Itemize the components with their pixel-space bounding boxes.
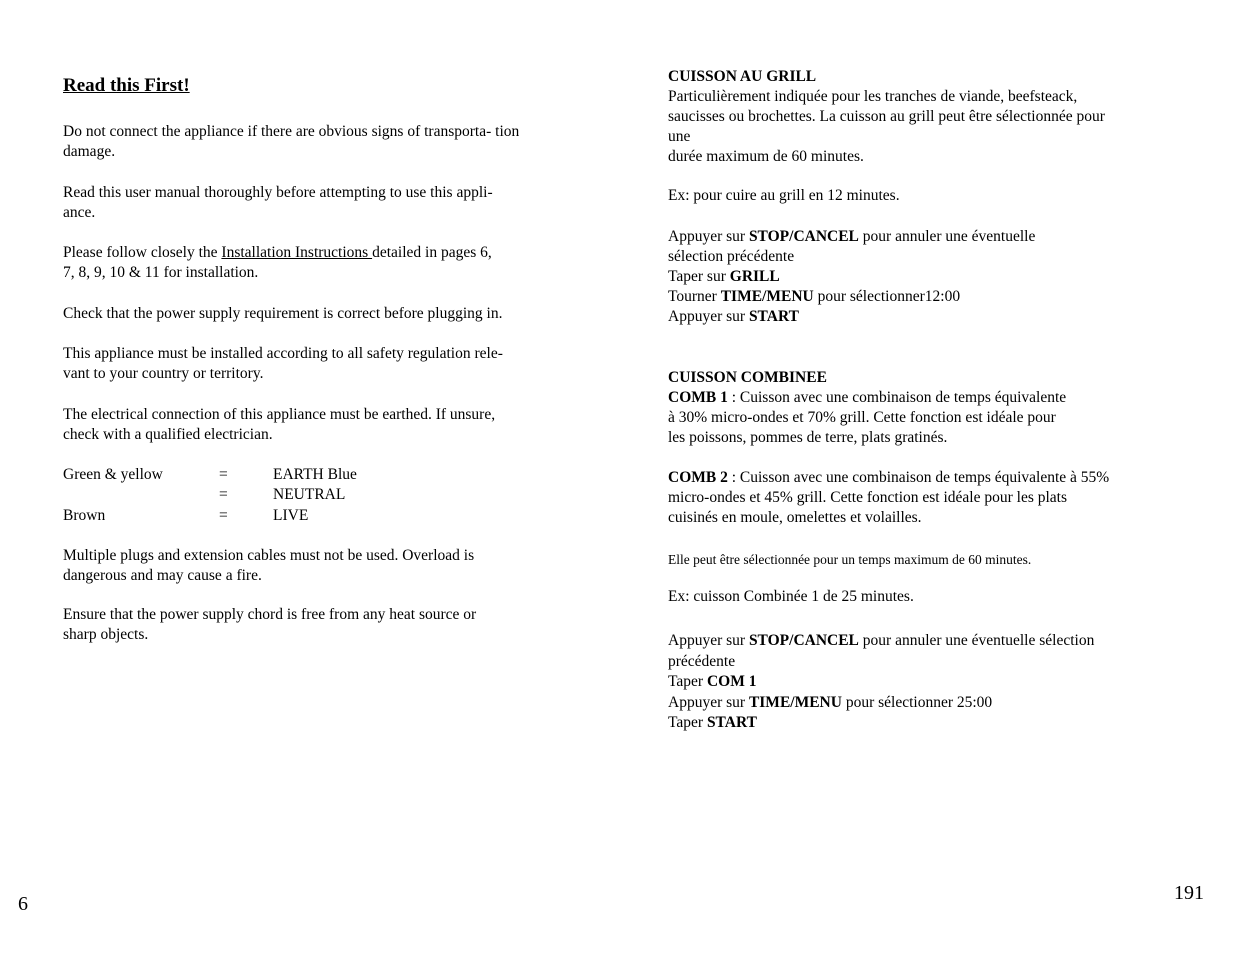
wire-value: NEUTRAL bbox=[273, 486, 346, 503]
combi-heading: CUISSON COMBINEE bbox=[668, 369, 827, 386]
wire-value: LIVE bbox=[273, 507, 309, 524]
combi-section: CUISSON COMBINEE COMB 1 : Cuisson avec une combinaison de temps équivalente à 30% micro-ondes et 70% grill. Cette fonction est idéale pour les poissons, pommes de terre, plats gratinés. bbox=[668, 369, 1067, 446]
paragraph-power-chord: Ensure that the power supply chord is free from any heat source or sharp objects. bbox=[63, 606, 477, 643]
paragraph-power-supply: Check that the power supply requirement is correct before plugging in. bbox=[63, 305, 503, 322]
installation-instructions-link[interactable]: Installation Instructions bbox=[221, 244, 373, 261]
paragraph-read-manual: Read this user manual thoroughly before attempting to use this appli- ance. bbox=[63, 184, 493, 221]
wire-label: Brown bbox=[63, 507, 106, 524]
paragraph-transport-damage: Do not connect the appliance if there are obvious signs of transporta- tion damage. bbox=[63, 123, 520, 160]
page-number-right: 191 bbox=[1174, 882, 1204, 904]
paragraph-earthed: The electrical connection of this appliance must be earthed. If unsure, check with a qualified electrician. bbox=[63, 406, 496, 443]
paragraph-multiple-plugs: Multiple plugs and extension cables must not be used. Overload is dangerous and may cause a fire. bbox=[63, 547, 475, 584]
comb-example: Ex: cuisson Combinée 1 de 25 minutes. bbox=[668, 588, 914, 605]
wire-equals: = bbox=[219, 507, 228, 524]
grill-steps: Appuyer sur STOP/CANCEL pour annuler une éventuelle sélection précédente Taper sur GRILL Tourner TIME/MENU pour sélectionner12:00 Appuyer sur START bbox=[668, 228, 1036, 325]
comb2-paragraph: COMB 2 : Cuisson avec une combinaison de temps équivalente à 55% micro-ondes et 45% grill. Cette fonction est idéale pour les plats cuisinés en moule, omelettes et volailles. bbox=[668, 469, 1110, 526]
paragraph-safety-regulation: This appliance must be installed according to all safety regulation rele- vant to your country or territory. bbox=[63, 345, 503, 382]
page-number-left: 6 bbox=[18, 893, 28, 915]
comb-steps: Appuyer sur STOP/CANCEL pour annuler une éventuelle sélection précédente Taper COM 1 Appuyer sur TIME/MENU pour sélectionner 25:00 Taper START bbox=[668, 632, 1095, 731]
wire-label: Green & yellow bbox=[63, 466, 163, 483]
wire-equals: = bbox=[219, 466, 228, 483]
page-title: Read this First! bbox=[63, 75, 190, 96]
paragraph-installation: Please follow closely the Installation Instructions detailed in pages 6, 7, 8, 9, 10 & 11 for installation. bbox=[63, 244, 492, 281]
wire-equals: = bbox=[219, 486, 228, 503]
grill-section: CUISSON AU GRILL Particulièrement indiquée pour les tranches de viande, beefsteack, saucisses ou brochettes. La cuisson au grill peut être sélectionnée pour une durée maximum de 60 minutes. bbox=[668, 68, 1105, 165]
comb-note: Elle peut être sélectionnée pour un temps maximum de 60 minutes. bbox=[668, 552, 1032, 567]
grill-heading: CUISSON AU GRILL bbox=[668, 68, 817, 85]
wire-value: EARTH Blue bbox=[273, 466, 357, 483]
grill-example: Ex: pour cuire au grill en 12 minutes. bbox=[668, 187, 900, 204]
